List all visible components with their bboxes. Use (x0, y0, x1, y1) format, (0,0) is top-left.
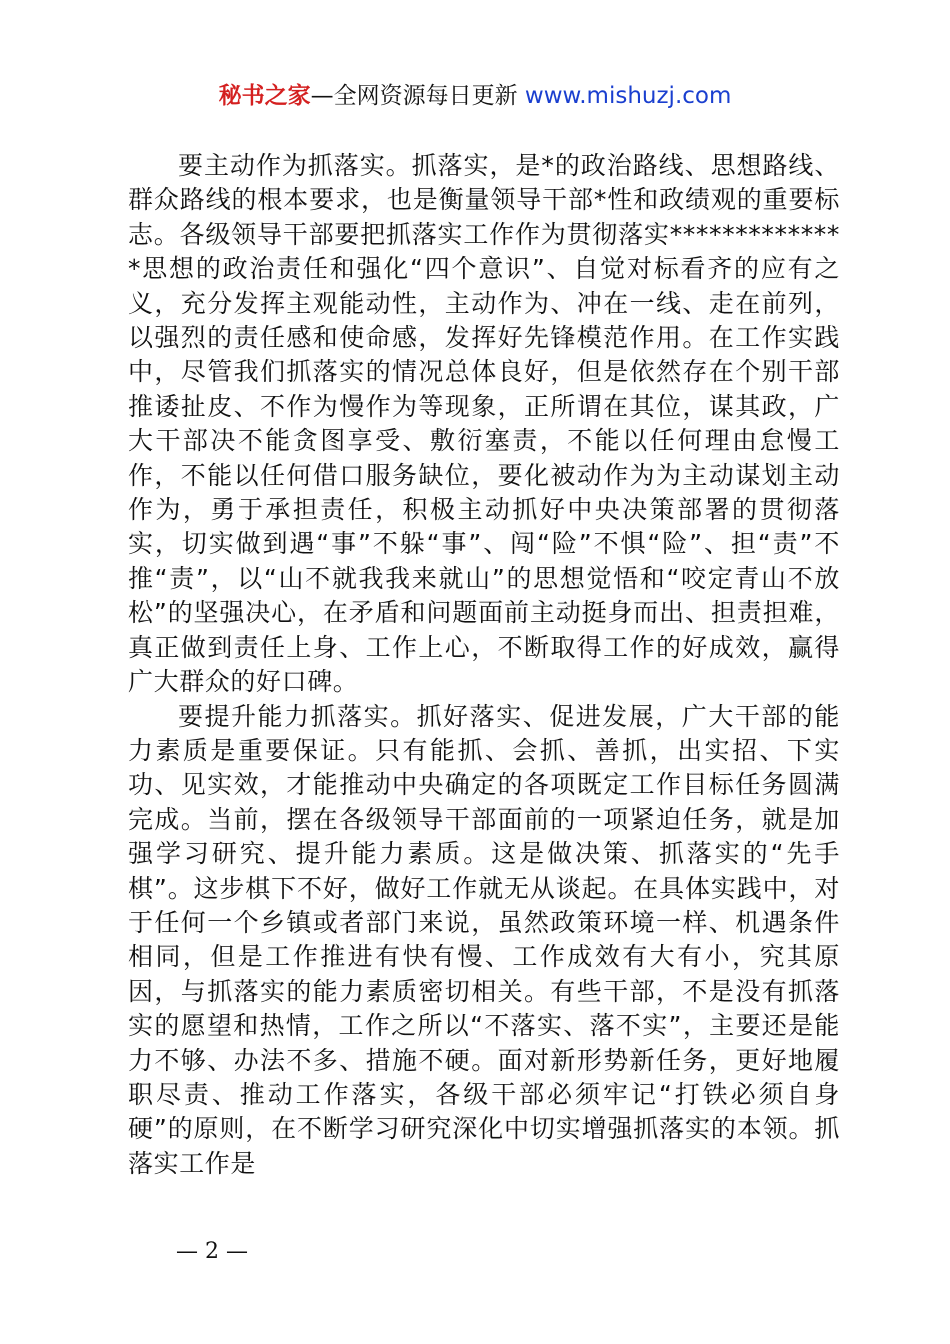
document-body (128, 149, 840, 1181)
header-tagline: —全网资源每日更新 (310, 83, 518, 109)
paragraph-improve-ability: 要提升能力抓落实。抓好落实、促进发展，广大干部的能力素质是重要保证。只有能抓、会抓、善抓，出实招、下实功、见实效，才能推动中央确定的各项既定工作目标任务圆满完成。当前，摆在各级领导干部面前的一项紧迫任务，就是加强学习研究、提升能力素质。这是做决策、抓落实的“先手棋”。这步棋下不好，做好工作就无从谈起。在具体实践中，对于任何一个乡镇或者部门来说，虽然政策环境一样、机遇条件相同，但是工作推进有快有慢、工作成效有大有小，究其原因，与抓落实的能力素质密切相关。有些干部，不是没有抓落实的愿望和热情，工作之所以“不落实、落不实”，主要还是能力不够、办法不多、措施不硬。面对新形势新任务，更好地履职尽责、推动工作落实，各级干部必须牢记“打铁必须自身硬”的原则，在不断学习研究深化中切实增强抓落实的本领。抓落实工作是 (128, 701, 840, 1178)
paragraph-take-initiative: 要主动作为抓落实。抓落实，是*的政治路线、思想路线、群众路线的根本要求，也是衡量领导干部*性和政绩观的重要标志。各级领导干部要把抓落实工作作为贯彻落实**************思想的政治责任和强化“四个意识”、自觉对标看齐的应有之义，充分发挥主观能动性，主动作为、冲在一线、走在前列，以强烈的责任感和使命感，发挥好先锋模范作用。在工作实践中，尽管我们抓落实的情况总体良好，但是依然存在个别干部推诿扯皮、不作为慢作为等现象，正所谓在其位，谋其政，广大干部决不能贪图享受、敷衍塞责，不能以任何理由怠慢工作，不能以任何借口服务缺位，要化被动作为为主动谋划主动作为，勇于承担责任，积极主动抓好中央决策部署的贯彻落实，切实做到遇“事”不躲“事”、闯“险”不惧“险”、担“责”不推“责”，以“山不就我我来就山”的思想觉悟和“咬定青山不放松”的坚强决心，在矛盾和问题面前主动挺身而出、担责担难，真正做到责任上身、工作上心，不断取得工作的好成效，赢得广大群众的好口碑。 (128, 151, 840, 697)
page-number: — 2 — (176, 1239, 248, 1264)
site-url-link[interactable]: www.mishuzj.com (524, 83, 732, 109)
site-header (0, 80, 950, 112)
brand-name[interactable]: 秘书之家 (218, 83, 311, 109)
